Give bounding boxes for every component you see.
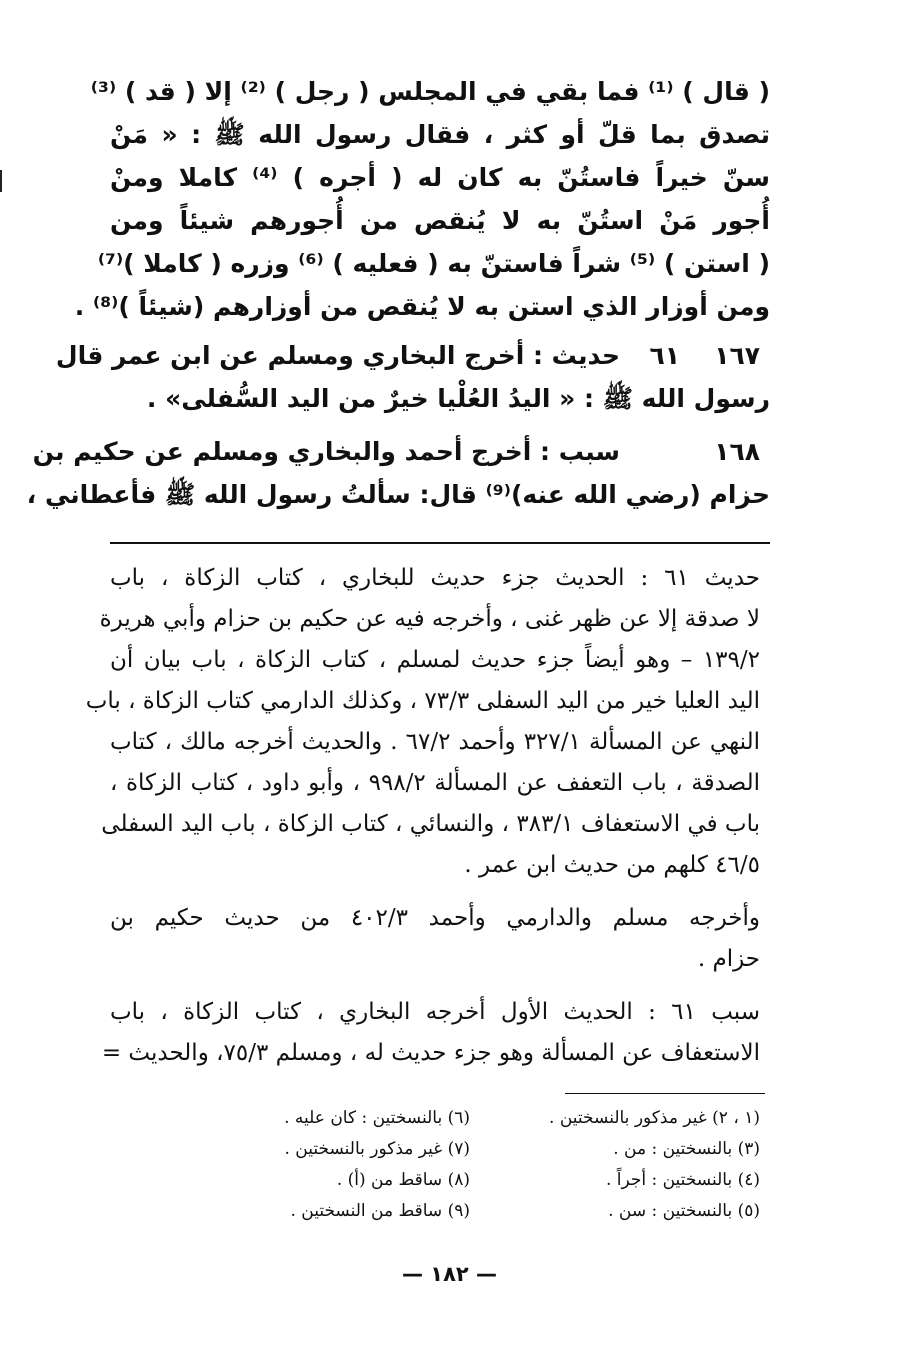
- entry-167: [55, 334, 770, 420]
- main-line: سنّ خيراً فاستُنّ به كان له ( أجره ) ⁽⁴⁾ كاملا ومنْ: [110, 163, 770, 192]
- footnote: (٣) بالنسختين : من .: [613, 1139, 760, 1159]
- note-block-hakim: [110, 898, 760, 980]
- page-edge-mark: [0, 170, 8, 192]
- footnote-rule: [565, 1093, 765, 1094]
- intro-paragraph: [74, 70, 770, 328]
- footnote: (٨) ساقط من (أ) .: [336, 1170, 470, 1190]
- note-block-hadith: [85, 558, 761, 886]
- entry-line: حزام (رضي الله عنه)⁽⁹⁾ قال: سألتُ رسول الله ﷺ فأعطاني ،: [26, 480, 770, 509]
- footnotes-right-column: [470, 1103, 760, 1227]
- footnotes-left-column: [180, 1103, 470, 1227]
- note-line: لا صدقة إلا عن ظهر غنى ، وأخرجه فيه عن حكيم بن حزام وأبي هريرة: [99, 606, 760, 632]
- main-line: ( قال ) ⁽¹⁾ فما بقي في المجلس ( رجل ) ⁽²⁾ إلا ( قد ) ⁽³⁾: [90, 77, 770, 106]
- page-number: — ١٨٢ —: [401, 1262, 498, 1286]
- footnote: (٦) بالنسختين : كان عليه .: [284, 1108, 470, 1128]
- note-line: اليد العليا خير من اليد السفلى ٧٣/٣ ، وكذلك الدارمي كتاب الزكاة ، باب: [85, 688, 760, 714]
- entry-line: حديث : أخرج البخاري ومسلم عن ابن عمر قال: [55, 341, 620, 370]
- note-line: النهي عن المسألة ٣٢٧/١ وأحمد ٦٧/٢ . والحديث أخرجه مالك ، كتاب: [110, 729, 760, 755]
- note-line: ١٣٩/٢ – وهو أيضاً جزء حديث لمسلم ، كتاب الزكاة ، باب بيان أن: [110, 647, 760, 673]
- entry-168: [26, 430, 770, 516]
- note-line: وأخرجه مسلم والدارمي وأحمد ٤٠٢/٣ من حديث حكيم بن: [110, 905, 760, 931]
- note-line: الصدقة ، باب التعفف عن المسألة ٩٩٨/٢ ، وأبو داود ، كتاب الزكاة ،: [110, 770, 761, 796]
- footnote: (٤) بالنسختين : أجراً .: [605, 1170, 760, 1190]
- note-line: حزام .: [697, 946, 760, 972]
- main-line: أُجور مَنْ استُنّ به لا يُنقص من أُجورهم شيئاً ومن: [110, 206, 770, 235]
- entry-number: ١٦٨: [714, 437, 760, 466]
- note-line: الاستعفاف عن المسألة وهو جزء حديث له ، ومسلم ٧٥/٣، والحديث =: [101, 1040, 760, 1066]
- footnote: (٧) غير مذكور بالنسختين .: [284, 1139, 470, 1159]
- commentary-notes: [85, 558, 761, 1086]
- main-text: [26, 70, 770, 516]
- main-line: ومن أوزار الذي استن به لا يُنقص من أوزارهم (شيئاً )⁽⁸⁾ .: [74, 292, 770, 321]
- note-line: ٤٦/٥ كلهم من حديث ابن عمر .: [464, 852, 760, 878]
- entry-sub-number: ٦١: [649, 341, 680, 370]
- footnote: (٩) ساقط من النسختين .: [290, 1201, 470, 1221]
- main-line: ( استن ) ⁽⁵⁾ شراً فاستنّ به ( فعليه ) ⁽⁶⁾ وزره ( كاملا )⁽⁷⁾: [97, 249, 770, 278]
- note-line: حديث ٦١ : الحديث جزء حديث للبخاري ، كتاب الزكاة ، باب: [110, 565, 761, 591]
- note-line: سبب ٦١ : الحديث الأول أخرجه البخاري ، كتاب الزكاة ، باب: [110, 999, 760, 1025]
- note-block-sabab: [101, 992, 760, 1074]
- separator-rule: [110, 542, 770, 544]
- footnote: (٥) بالنسختين : سن .: [608, 1201, 760, 1221]
- entry-number: ١٦٧: [714, 341, 760, 370]
- entry-line: رسول الله ﷺ : « اليدُ العُلْيا خيرٌ من اليد السُّفلى» .: [146, 384, 770, 413]
- entry-line: سبب : أخرج أحمد والبخاري ومسلم عن حكيم بن: [32, 437, 620, 466]
- footnote: (١ ، ٢) غير مذكور بالنسختين .: [549, 1108, 760, 1128]
- main-line: تصدق بما قلّ أو كثر ، فقال رسول الله ﷺ : « مَنْ: [110, 120, 770, 149]
- note-line: باب في الاستعفاف ٣٨٣/١ ، والنسائي ، كتاب الزكاة ، باب اليد السفلى: [101, 811, 760, 837]
